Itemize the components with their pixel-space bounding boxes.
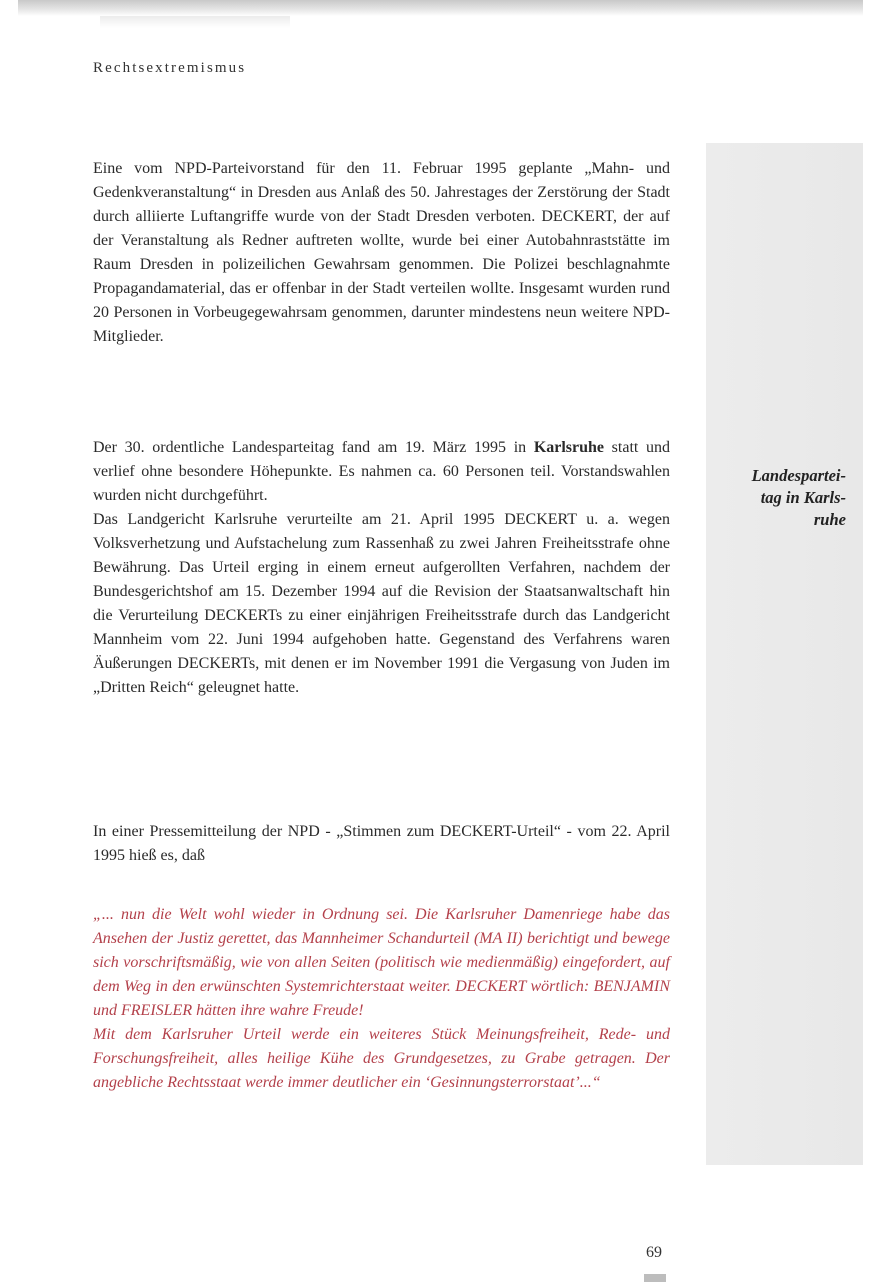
paragraph-text: Das Landgericht Karlsruhe verurteilte am 21. April 1995 DECKERT u. a. wegen Volksverhetzung und Aufstachelung zum Rassenhaß zu zwei Jahren Freiheitsstrafe ohne Bewährung. Das Urteil erging in einem erneut aufgerollten Verfahren, nachdem der Bundesgerichtshof am 15. Dezember 1994 auf die Revision der Staatsanwaltschaft hin die Verurteilung DECKERTs zu einer einjährigen Freiheitsstrafe durch das Landgericht Mannheim vom 22. Juni 1994 aufgehoben hatte. Gegenstand des Verfahrens waren Äußerungen DECKERTs, mit denen er im November 1991 die Vergasung von Juden im „Dritten Reich“ geleugnet hatte. — [93, 511, 670, 696]
margin-note-line: ruhe — [813, 510, 846, 529]
margin-sidebar — [706, 143, 863, 1165]
margin-note-line: tag in Karls- — [760, 488, 846, 507]
page-edge-tab — [644, 1274, 666, 1282]
paragraph-text — [93, 436, 670, 508]
margin-note — [716, 465, 846, 531]
page-number: 69 — [646, 1244, 662, 1261]
paragraph-text-part: Der 30. ordentliche Landesparteitag fand am 19. März 1995 in — [93, 439, 534, 456]
running-header: Rechtsextremismus — [93, 60, 247, 76]
top-scan-shadow — [100, 16, 290, 28]
margin-note-line: Landespartei- — [751, 466, 846, 485]
paragraph-text: Eine vom NPD-Parteivorstand für den 11. Februar 1995 geplante „Mahn- und Gedenkveranstaltung“ in Dresden aus Anlaß des 50. Jahrestages der Zerstörung der Stadt durch alliierte Luftangriffe wurde von der Stadt Dresden verboten. DECKERT, der auf der Veranstaltung als Redner auftreten wollte, wurde bei einer Autobahnraststätte im Raum Dresden in polizeilichen Gewahrsam genommen. Die Polizei beschlagnahmte Propagandamaterial, das er offenbar in der Stadt verteilen wollte. Insgesamt wurden rund 20 Personen in Vorbeugegewahrsam genommen, darunter mindestens neun weitere NPD-Mitglieder. — [93, 160, 670, 345]
paragraph-text-part: statt und verlief ohne besondere Höhepunkte. Es nahmen ca. 60 Personen teil. Vorstandswahlen wurden nicht durchgeführt. — [93, 439, 670, 504]
quote-text: Mit dem Karlsruher Urteil werde ein weiteres Stück Meinungsfreiheit, Rede- und Forschungsfreiheit, alles heilige Kühe des Grundgesetzes, zu Grabe getragen. Der angebliche Rechtsstaat werde immer deutlicher ein ‘Gesinnungsterrorstaat’...“ — [93, 1026, 670, 1091]
quote-block — [93, 903, 670, 1095]
paragraph-dresden — [93, 157, 670, 349]
top-scan-rule — [18, 0, 863, 16]
quote-text: „... nun die Welt wohl wieder in Ordnung sei. Die Karlsruher Damenriege habe das Ansehen der Justiz gerettet, das Mannheimer Schandurteil (MA II) berichtigt und bewege sich vorschriftsmäßig, wie von allen Seiten (politisch wie medienmäßig) eingefordert, auf dem Weg in den erwünschten Systemrichterstaat weiter. DECKERT wörtlich: BENJAMIN und FREISLER hätten ihre wahre Freude! — [93, 906, 670, 1019]
paragraph-press-release — [93, 820, 670, 868]
bold-place-name: Karlsruhe — [533, 439, 605, 456]
paragraph-karlsruhe — [93, 436, 670, 700]
paragraph-text: In einer Pressemitteilung der NPD - „Stimmen zum DECKERT-Urteil“ - vom 22. April 1995 hieß es, daß — [93, 823, 670, 864]
